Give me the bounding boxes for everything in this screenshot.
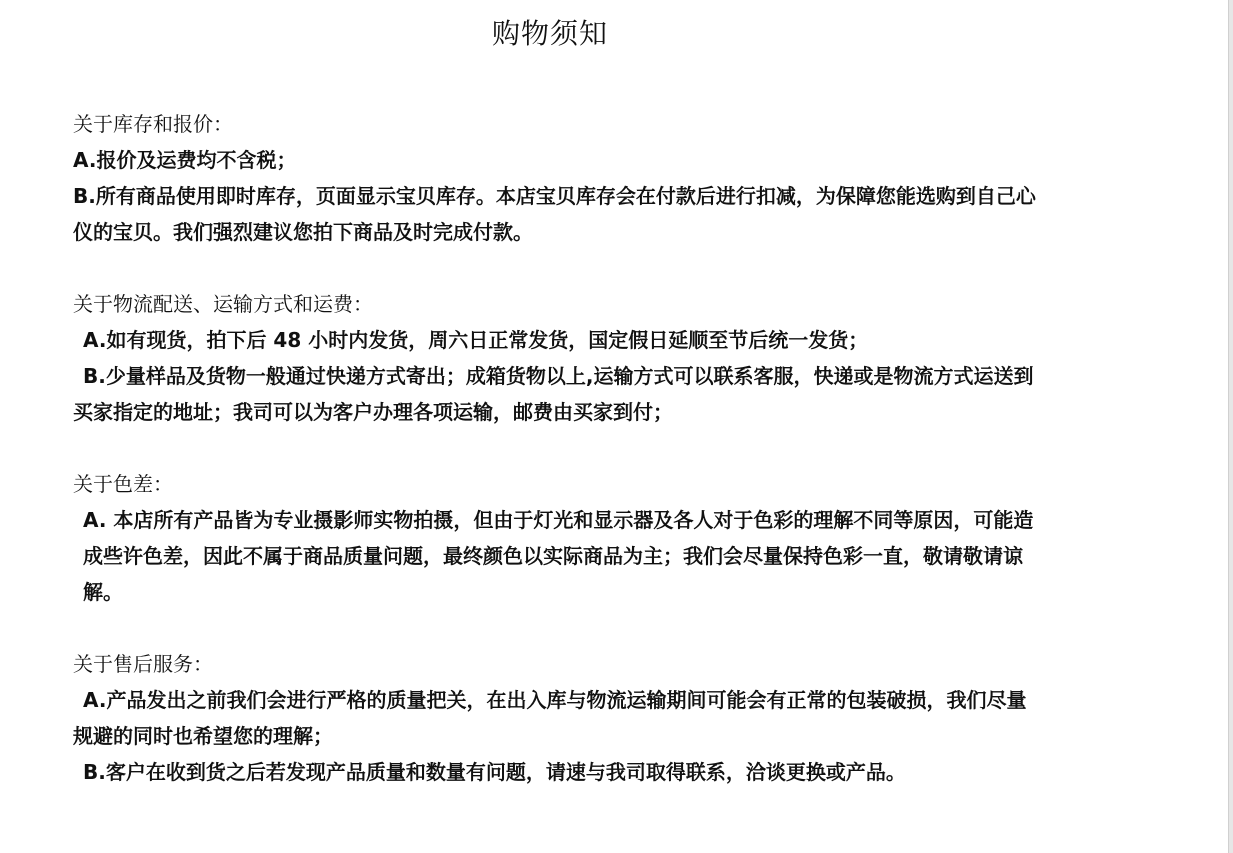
section-item: B.所有商品使用即时库存，页面显示宝贝库存。本店宝贝库存会在付款后进行扣减，为保障您能选购到自己心仪的宝贝。我们强烈建议您拍下商品及时完成付款。 — [73, 184, 1036, 244]
section-after-sales — [73, 646, 1038, 790]
section-item — [73, 358, 1038, 430]
section-item: A. 本店所有产品皆为专业摄影师实物拍摄，但由于灯光和显示器及各人对于色彩的理解不同等原因，可能造成些许色差，因此不属于商品质量问题，最终颜色以实际商品为主；我们会尽量保持色彩一直，敬请敬请谅解。 — [83, 508, 1034, 604]
page-title: 购物须知 — [491, 17, 608, 50]
section-heading: 关于物流配送、运输方式和运费： — [73, 292, 373, 316]
section-heading: 关于库存和报价： — [73, 112, 233, 136]
section-item-text: B.少量样品及货物一般通过快递方式寄出；成箱货物以上,运输方式可以联系客服，快递或是物流方式运送到买家指定的地址；我司可以为客户办理各项运输，邮费由买家到付； — [73, 364, 1034, 424]
section-item: B.客户在收到货之后若发现产品质量和数量有问题，请速与我司取得联系，洽谈更换或产品。 — [83, 760, 906, 784]
section-heading: 关于售后服务： — [73, 652, 213, 676]
section-inventory — [73, 106, 1038, 250]
section-heading: 关于色差： — [73, 472, 173, 496]
section-color-difference — [73, 466, 1038, 610]
section-logistics — [73, 286, 1038, 430]
section-item: A.报价及运费均不含税； — [73, 148, 297, 172]
page-edge — [1228, 0, 1233, 853]
document-body — [73, 106, 1038, 826]
section-item: A.如有现货，拍下后 48 小时内发货，周六日正常发货，国定假日延顺至节后统一发货； — [83, 328, 869, 352]
section-item — [73, 682, 1038, 754]
section-item-text: A.产品发出之前我们会进行严格的质量把关，在出入库与物流运输期间可能会有正常的包装破损，我们尽量规避的同时也希望您的理解； — [73, 688, 1027, 748]
